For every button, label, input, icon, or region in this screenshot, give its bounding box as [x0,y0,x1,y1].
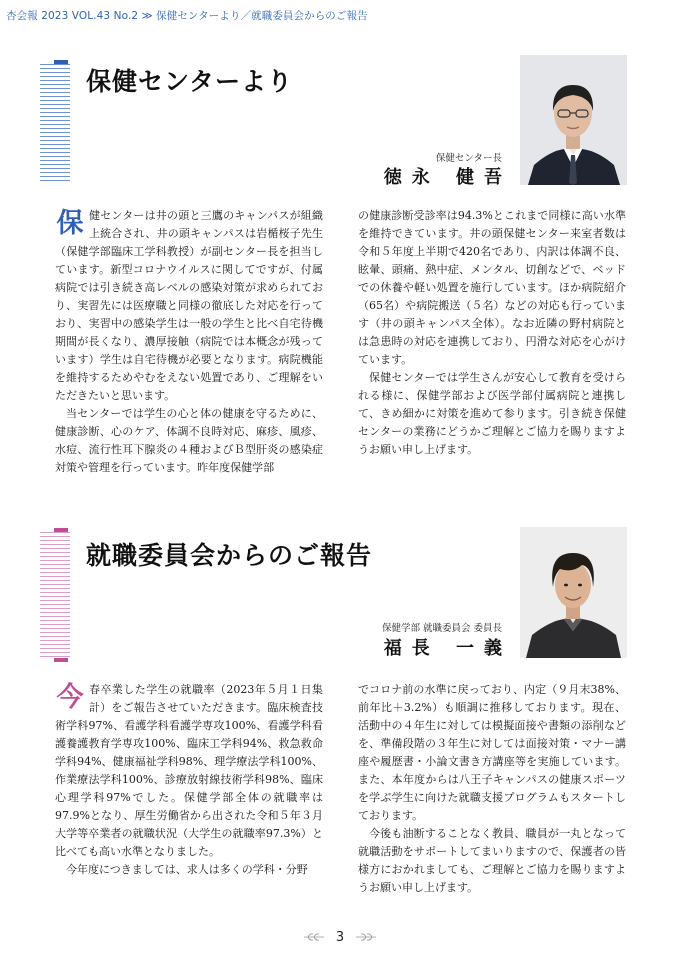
section2-column-left [55,681,323,879]
paragraph: 保健センターでは学生さんが安心して教育を受けられる様に、保健学部および医学部付属病院と連携して、きめ細かに対策を進めて参ります。引き続き保健センターの業務にどうかご理解とご協力を賜りますようお願い申し上げます。 [358,371,626,456]
breadcrumb: 杏会報 2023 VOL.43 No.2 ≫ 保健センターより／就職委員会からのご報告 [6,10,368,22]
paragraph: 今年度につきましては、求人は多くの学科・分野 [66,863,308,876]
dropcap: 今 [56,682,84,713]
decorative-hatch-pink [40,532,70,660]
section1-column-left [55,207,323,477]
paragraph: でコロナ前の水準に戻っており、内定（９月末38%、前年比＋3.2%）も順調に推移しております。現在、活動中の４年生に対しては模擬面接や書類の添削などを、準備段階の３年生に対しては面接対策・マナー講座や履歴書・小論文書き方講座等を実施しています。また、本年度からは八王子キャンパスの健康スポーツを学ぶ学生に向けた就職支援プログラムもスタートしております。 [358,683,626,822]
section1-title: 保健センターより [86,67,294,96]
dropcap: 保 [56,208,84,239]
paragraph: 今後も油断することなく教員、職員が一丸となって就職活動をサポートしてまいりますので、保護者の皆様方におかれましても、ご理解とご協力を賜りますようお願い申し上げます。 [358,827,626,894]
section2-author-name: 福長 一義 [383,638,512,659]
paragraph: の健康診断受診率は94.3%とこれまで同様に高い水準を維持できています。井の頭保健センター来室者数は令和５年度上半期で420名であり、内訳は体調不良、眩暈、頭痛、熱中症、メンタル、切創などで、ベッドでの休養や軽い処置を施行しています。ほか病院紹介（65名）や病院搬送（５名）などの対応も行っています（井の頭キャンパス全体）。なお近隣の野村病院とは急患時の対応を連携しており、円滑な対応を心がけています。 [358,209,626,366]
paragraph: 当センターでは学生の心と体の健康を守るために、健康診断、心のケア、体調不良時対応、麻疹、風疹、水痘、流行性耳下腺炎の４種およびＢ型肝炎の感染症対策や管理を行っています。昨年度保健学部 [55,407,323,474]
page-number: 3 [335,930,345,945]
accent-bar-pink-bottom [54,658,68,662]
decorative-hatch-blue [40,64,70,182]
section1-author-role: 保健センター長 [435,153,502,164]
portrait-photo-2 [520,527,627,658]
section1-column-right [358,207,626,459]
portrait-photo-1 [520,55,627,185]
laurel-right-icon [355,932,377,942]
section2-column-right [358,681,626,897]
section1-author-name: 徳永 健吾 [383,167,512,188]
laurel-left-icon [303,932,325,942]
accent-bar-pink [54,528,68,532]
paragraph: 健センターは井の頭と三鷹のキャンパスが組織上統合され、井の頭キャンパスは岩楯桜子先生（保健学部臨床工学科教授）が副センター長を担当しています。新型コロナウイルスに関してですが、付属病院では引き続き高レベルの感染対策が求められており、実習先には医療職と同様の徹底した対応を行っており、実習中の感染学生は一般の学生と比べ自宅待機期間が長くなり、濃厚接触（病院では本概念が残っています）学生は自宅待機が必要となります。病院機能を維持するためやむをえない処置であり、ご理解をいただきたいと思います。 [55,209,323,402]
section2-title: 就職委員会からのご報告 [86,541,373,570]
page-footer [0,926,680,945]
paragraph: 春卒業した学生の就職率（2023年５月１日集計）をご報告させていただきます。臨床検査技術学科97%、看護学科看護学専攻100%、看護学科看護養護教育学専攻100%、臨床工学科94%、救急救命学科94%、健康福祉学科98%、理学療法学科100%、作業療法学科100%、診療放射線技術学科98%、臨床心理学科97%でした。保健学部全体の就職率は97.9%となり、厚生労働省から出された令和５年３月大学等卒業者の就職状況（大学生の就職率97.3%）と比べても高い水準となりました。 [55,683,323,858]
accent-bar-blue [54,60,68,64]
section2-author-role: 保健学部 就職委員会 委員長 [381,623,502,634]
